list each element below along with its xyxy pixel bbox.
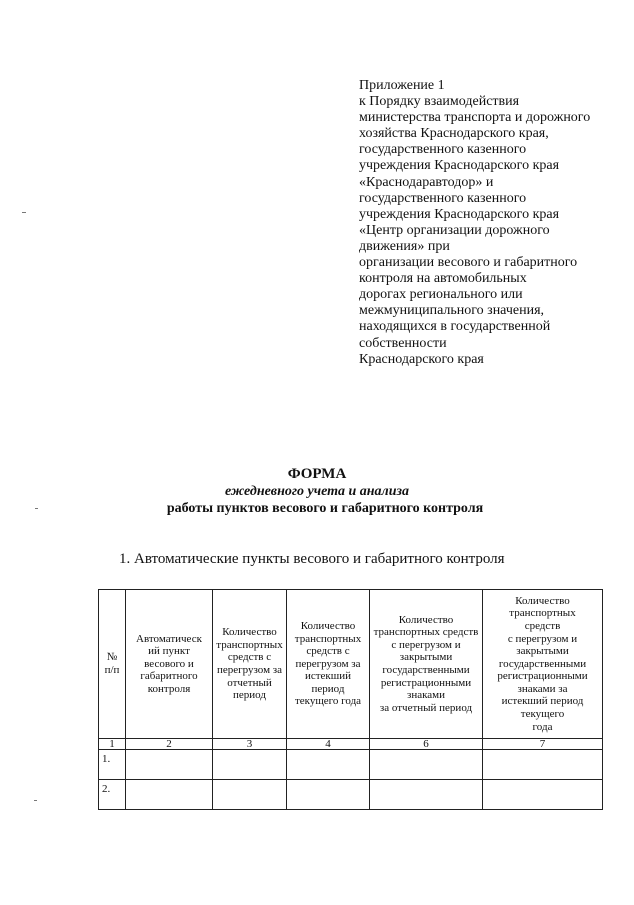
column-number: 2 [126, 739, 213, 750]
form-subtitle: ежедневного учета и анализа [225, 484, 409, 499]
table-cell [213, 780, 287, 810]
appendix-line: дорогах регионального или [359, 287, 523, 303]
form-title: ФОРМА [287, 466, 347, 482]
table-cell [126, 750, 213, 780]
table-cell [287, 750, 370, 780]
column-number: 7 [483, 739, 603, 750]
table-cell [370, 780, 483, 810]
appendix-line: межмуниципального значения, [359, 303, 545, 319]
column-number: 4 [287, 739, 370, 750]
row-number: 2. [99, 780, 126, 810]
table-cell [126, 780, 213, 810]
appendix-line: «Центр организации дорожного [359, 222, 550, 238]
section-heading: 1. Автоматические пункты весового и габаритного контроля [119, 551, 505, 567]
report-table [98, 589, 603, 810]
row-number: 1. [99, 750, 126, 780]
appendix-line: Приложение 1 [359, 78, 445, 93]
appendix-line: учреждения Краснодарского края [359, 158, 560, 174]
appendix-line: организации весового и габаритного [359, 255, 578, 271]
table-cell [483, 780, 603, 810]
appendix-line: государственного казенного [359, 142, 527, 158]
appendix-line: собственности [359, 335, 447, 351]
header-cell-overload-period: Количество транспортных средств с перегрузом за отчетный период [213, 590, 287, 739]
form-subtitle-2: работы пунктов весового и габаритного контроля [166, 501, 484, 516]
appendix-line: государственного казенного [359, 190, 527, 206]
header-cell-closed-plates-year: Количество транспортных средств с перегрузом и закрытыми государственными регистрационными знаками за истекший период текущего года [483, 590, 603, 739]
table-row [99, 780, 603, 810]
appendix-line: контроля на автомобильных [359, 271, 527, 287]
column-number-row [99, 739, 603, 750]
column-number: 1 [99, 739, 126, 750]
scan-artifact [35, 508, 38, 509]
header-cell-overload-year: Количество транспортных средств с перегрузом за истекший период текущего года [287, 590, 370, 739]
header-cell-closed-plates-period: Количество транспортных средств с перегрузом и закрытыми государственными регистрационными знаками за отчетный период [370, 590, 483, 739]
table-cell [483, 750, 603, 780]
header-cell-number: № п/п [99, 590, 126, 739]
appendix-line: «Краснодаравтодор» и [359, 174, 494, 190]
scan-artifact [34, 800, 37, 801]
table-cell [370, 750, 483, 780]
table-cell [287, 780, 370, 810]
appendix-line: движения» при [359, 238, 450, 254]
appendix-line: учреждения Краснодарского края [359, 206, 560, 222]
column-number: 6 [370, 739, 483, 750]
appendix-line: к Порядку взаимодействия [359, 94, 520, 110]
table-header-row [99, 590, 603, 739]
header-cell-point: Автоматическ ий пункт весового и габаритного контроля [126, 590, 213, 739]
appendix-line: министерства транспорта и дорожного [359, 110, 591, 126]
table-row [99, 750, 603, 780]
table-cell [213, 750, 287, 780]
appendix-line: находящихся в государственной [359, 319, 551, 335]
appendix-line: хозяйства Краснодарского края, [359, 126, 549, 142]
column-number: 3 [213, 739, 287, 750]
scan-artifact [22, 212, 26, 213]
appendix-block [359, 78, 621, 368]
appendix-line: Краснодарского края [359, 351, 484, 367]
